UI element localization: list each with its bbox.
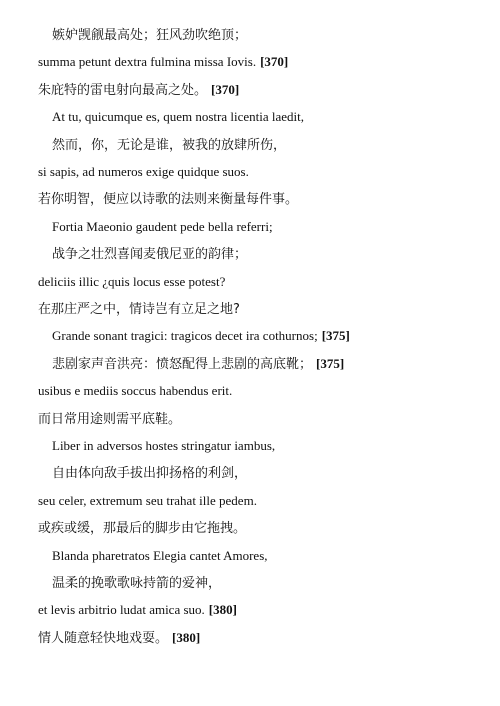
latin-verse-line	[0, 161, 500, 182]
latin-verse-line	[0, 106, 500, 127]
line-number: [380]	[172, 629, 201, 645]
verse-text: usibus e mediis soccus habendus erit.	[38, 383, 233, 399]
verse-text: summa petunt dextra fulmina missa Iovis.	[38, 54, 257, 70]
translation-text: 自由体向敌手拔出抑扬格的利剑，	[52, 466, 248, 482]
latin-verse-line	[0, 51, 500, 72]
latin-verse-line	[0, 490, 500, 511]
translation-text: 温柔的挽歌歌咏持箭的爱神，	[52, 576, 222, 591]
verse-text: si sapis, ad numeros exige quidque suos.	[38, 164, 249, 179]
translation-text: 然而，你，无论是谁，被我的放肆所伤，	[52, 137, 287, 153]
latin-verse-line	[0, 325, 500, 346]
line-number: [375]	[321, 328, 350, 344]
line-number: [375]	[316, 355, 345, 371]
line-number: [370]	[211, 81, 240, 97]
translation-line	[0, 517, 500, 539]
latin-verse-line	[0, 216, 500, 237]
translation-line	[0, 408, 500, 430]
translation-line	[0, 572, 500, 594]
translation-line	[0, 353, 500, 375]
latin-verse-line	[0, 380, 500, 401]
translation-line	[0, 627, 500, 649]
verse-text: Liber in adversos hostes stringatur iambus,	[52, 438, 276, 453]
verse-text: Blanda pharetratos Elegia cantet Amores,	[52, 547, 268, 563]
translation-text: 悲剧家声音洪亮：愤怒配得上悲剧的高底靴；	[52, 356, 313, 372]
verse-text: seu celer, extremum seu trahat ille pedem.	[38, 492, 257, 508]
line-number: [370]	[260, 54, 289, 70]
translation-line	[0, 24, 500, 46]
translation-line	[0, 462, 500, 484]
translation-line	[0, 188, 500, 210]
latin-verse-line	[0, 435, 500, 456]
translation-text: 在那庄严之中，情诗岂有立足之地?	[38, 302, 240, 317]
verse-text: et levis arbitrio ludat amica suo.	[38, 602, 205, 618]
verse-text: Grande sonant tragici: tragicos decet ira cothurnos;	[52, 328, 318, 344]
translation-text: 或疾或缓，那最后的脚步由它拖拽。	[38, 521, 247, 537]
line-number: [380]	[208, 602, 237, 618]
translation-text: 情人随意轻快地戏耍。	[38, 630, 169, 646]
latin-verse-line	[0, 271, 500, 292]
translation-text: 朱庇特的雷电射向最高之处。	[38, 82, 208, 98]
latin-verse-line	[0, 599, 500, 620]
verse-text: At tu, quicumque es, quem nostra licentia laedit,	[52, 109, 304, 125]
translation-text: 战争之壮烈喜闻麦俄尼亚的韵律；	[52, 247, 248, 263]
translation-line	[0, 243, 500, 265]
translation-text: 若你明智，便应以诗歌的法则来衡量每件事。	[38, 192, 299, 208]
verse-text: Fortia Maeonio gaudent pede bella referri;	[52, 218, 273, 234]
translation-line	[0, 134, 500, 156]
translation-line	[0, 298, 500, 320]
latin-verse-line	[0, 545, 500, 566]
translation-line	[0, 79, 500, 101]
verse-text: deliciis illic ¿quis locus esse potest?	[38, 273, 226, 289]
translation-text: 而日常用途则需平底鞋。	[38, 411, 182, 427]
translation-text: 嫉妒觊觎最高处；狂风劲吹绝顶；	[52, 28, 248, 43]
